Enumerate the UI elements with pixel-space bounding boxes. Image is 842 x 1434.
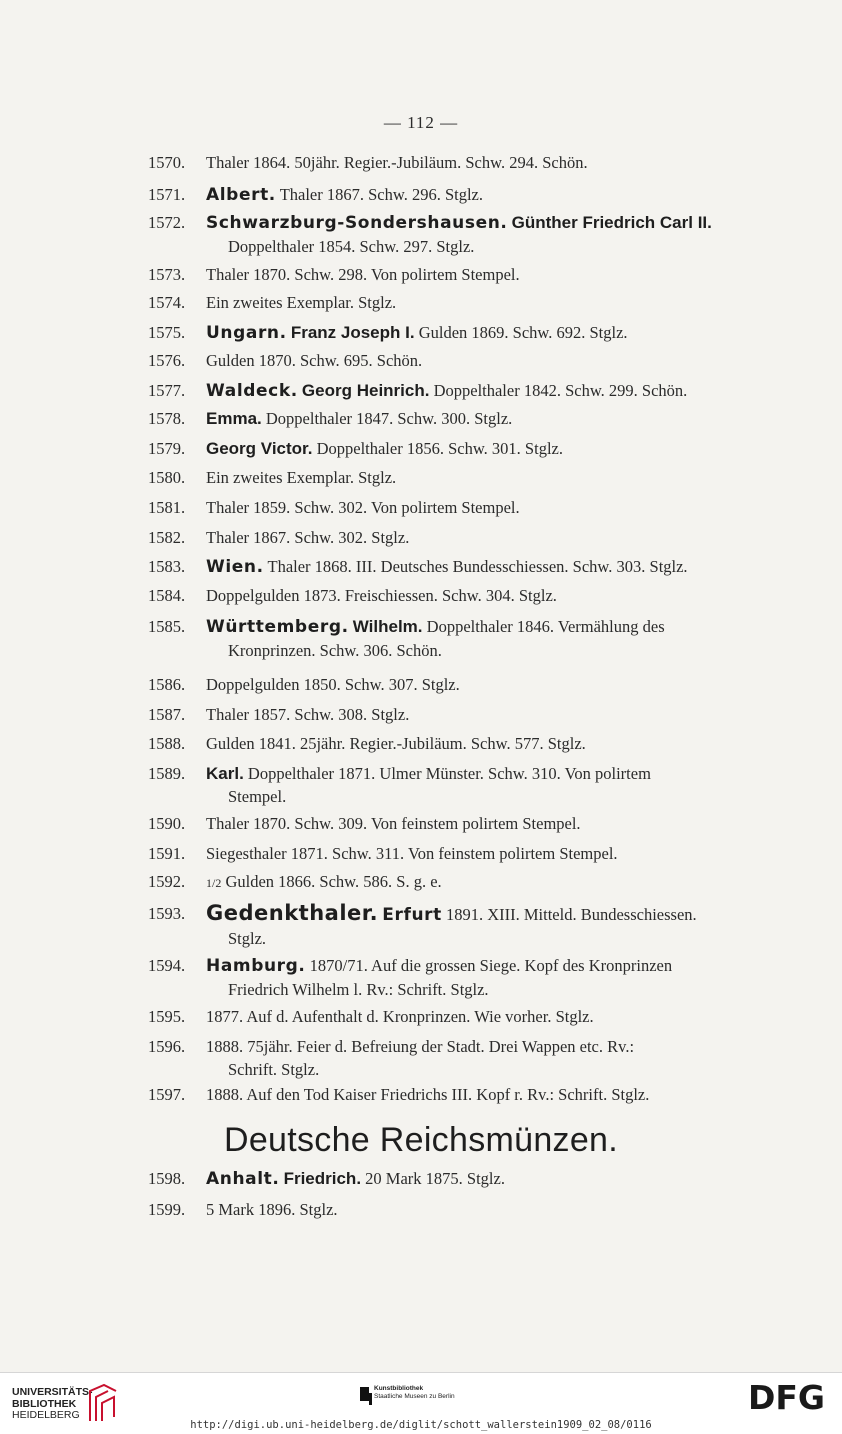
- entry-body: 1888. Auf den Tod Kaiser Friedrichs III. Kopf r. Rv.: Schrift. Stglz.: [206, 1085, 650, 1104]
- entry-number: 1577.: [148, 381, 186, 400]
- entry-body: Thaler 1867. Schw. 296. Stglz.: [279, 185, 484, 204]
- entry-text: [206, 407, 778, 430]
- entry-text: [206, 526, 778, 549]
- entry-continuation: Stempel.: [228, 787, 287, 806]
- entry-text: [206, 555, 778, 579]
- entry-number: 1585.: [148, 617, 186, 636]
- entry-body: Thaler 1870. Schw. 298. Von polirtem Stempel.: [206, 265, 520, 284]
- entry-subheading: Franz Joseph I.: [290, 323, 415, 342]
- entry-body: Siegesthaler 1871. Schw. 311. Von feinstem polirtem Stempel.: [206, 844, 618, 863]
- entry-number: 1584.: [148, 586, 186, 605]
- entry-heading: Anhalt.: [206, 1169, 280, 1189]
- entry-body: Thaler 1864. 50jähr. Regier.-Jubiläum. Schw. 294. Schön.: [206, 153, 588, 172]
- entry-text: [206, 615, 778, 662]
- entry-text: [206, 496, 778, 519]
- catalog-entry: [148, 615, 778, 662]
- catalog-entry: [148, 812, 778, 835]
- entry-text: [206, 762, 778, 808]
- entry-body: 1888. 75jähr. Feier d. Befreiung der Stadt. Drei Wappen etc. Rv.:: [206, 1037, 635, 1056]
- entry-number: 1599.: [148, 1200, 186, 1219]
- entry-text: [206, 211, 778, 258]
- entry-heading: Albert.: [206, 185, 276, 205]
- entry-body: Gulden 1870. Schw. 695. Schön.: [206, 351, 423, 370]
- entry-text: [206, 703, 778, 726]
- entry-number: 1574.: [148, 293, 186, 312]
- catalog-entry: [148, 437, 778, 460]
- entry-number: 1575.: [148, 323, 186, 342]
- entry-text: [206, 151, 778, 174]
- catalog-entry: [148, 321, 778, 345]
- catalog-entry: [148, 732, 778, 755]
- entry-text: [206, 466, 778, 489]
- source-url[interactable]: http://digi.ub.uni-heidelberg.de/diglit/schott_wallerstein1909_02_08/0116: [190, 1419, 652, 1431]
- catalog-entry: [148, 842, 778, 865]
- entry-continuation: Stglz.: [228, 929, 267, 948]
- entry-subheading: Friedrich.: [283, 1169, 362, 1188]
- catalog-entry: [148, 211, 778, 258]
- entry-number: 1589.: [148, 764, 186, 783]
- logo-line: UNIVERSITÄTS-: [12, 1386, 93, 1398]
- entry-continuation: Schrift. Stglz.: [228, 1060, 320, 1079]
- catalog-entry: [148, 349, 778, 372]
- entry-text: [206, 183, 778, 207]
- entry-heading: Hamburg.: [206, 956, 306, 976]
- entry-text: [206, 349, 778, 372]
- entry-body: Doppelgulden 1873. Freischiessen. Schw. 304. Stglz.: [206, 586, 557, 605]
- entry-number: 1580.: [148, 468, 186, 487]
- entry-body: Doppelgulden 1850. Schw. 307. Stglz.: [206, 675, 460, 694]
- entry-body: Doppelthaler 1871. Ulmer Münster. Schw. 310. Von polirtem: [247, 764, 651, 783]
- entry-number: 1588.: [148, 734, 186, 753]
- entry-number: 1578.: [148, 409, 186, 428]
- entry-text: [206, 1083, 778, 1106]
- entry-text: [206, 673, 778, 696]
- entry-heading: Wien.: [206, 557, 264, 577]
- entry-heading: Württemberg.: [206, 617, 349, 637]
- entry-number: 1597.: [148, 1085, 186, 1104]
- entry-body: Doppelthaler 1847. Schw. 300. Stglz.: [265, 409, 513, 428]
- entry-category-heading: Gedenkthaler.: [206, 901, 379, 925]
- catalog-entry: [148, 466, 778, 489]
- entry-continuation: Kronprinzen. Schw. 306. Schön.: [228, 641, 442, 660]
- entry-heading: Ungarn.: [206, 323, 287, 343]
- entry-subheading: Georg Heinrich.: [301, 381, 430, 400]
- entry-number: 1573.: [148, 265, 186, 284]
- catalog-entry: [148, 1198, 778, 1221]
- catalog-entry: [148, 183, 778, 207]
- entry-number: 1579.: [148, 439, 186, 458]
- entry-body: 1877. Auf d. Aufenthalt d. Kronprinzen. Wie vorher. Stglz.: [206, 1007, 594, 1026]
- entry-number: 1586.: [148, 675, 186, 694]
- entry-number: 1570.: [148, 153, 186, 172]
- entry-number: 1572.: [148, 213, 186, 232]
- entry-text: [206, 1198, 778, 1221]
- kb-line: Kunstbibliothek: [374, 1385, 424, 1392]
- entry-heading: Waldeck.: [206, 381, 298, 401]
- entry-subheading: Georg Victor.: [206, 439, 313, 458]
- entry-number: 1594.: [148, 956, 186, 975]
- entry-text: [206, 584, 778, 607]
- entry-number: 1593.: [148, 904, 186, 923]
- catalog-entry: [148, 526, 778, 549]
- entry-heading: Schwarzburg-Sondershausen.: [206, 213, 508, 233]
- entry-text: [206, 954, 778, 1001]
- entry-number: 1583.: [148, 557, 186, 576]
- catalog-entry: [148, 703, 778, 726]
- catalog-entry: [148, 496, 778, 519]
- logo-line: BIBLIOTHEK: [12, 1397, 77, 1410]
- entry-fraction: 1/2: [206, 876, 222, 890]
- entry-number: 1571.: [148, 185, 186, 204]
- entry-subheading: Karl.: [206, 764, 244, 783]
- kunstbibliothek-logo[interactable]: [374, 1385, 455, 1401]
- entry-body: Doppelthaler 1842. Schw. 299. Schön.: [433, 381, 688, 400]
- entry-number: 1590.: [148, 814, 186, 833]
- catalog-entry: [148, 291, 778, 314]
- entry-body: Thaler 1867. Schw. 302. Stglz.: [206, 528, 410, 547]
- entry-text: [206, 379, 778, 403]
- university-library-logo[interactable]: [12, 1387, 93, 1422]
- catalog-entry: [148, 379, 778, 403]
- entry-body: 1870/71. Auf die grossen Siege. Kopf des Kronprinzen: [309, 956, 673, 975]
- entry-number: 1582.: [148, 528, 186, 547]
- catalog-entry: [148, 151, 778, 174]
- entry-number: 1591.: [148, 844, 186, 863]
- catalog-entry: [148, 954, 778, 1001]
- entry-number: 1592.: [148, 872, 186, 891]
- catalog-entry: [148, 1035, 778, 1081]
- entry-heading: Erfurt: [382, 905, 442, 925]
- entry-body: Thaler 1868. III. Deutsches Bundesschiessen. Schw. 303. Stglz.: [267, 557, 688, 576]
- catalog-entry: [148, 263, 778, 286]
- section-heading: Deutsche Reichsmünzen.: [223, 1121, 618, 1159]
- entry-text: [206, 437, 778, 460]
- entry-subheading: Emma.: [206, 409, 262, 428]
- entry-text: [206, 732, 778, 755]
- entry-text: [206, 1005, 778, 1028]
- catalog-entry: [148, 870, 778, 895]
- entry-text: [206, 1035, 778, 1081]
- entry-number: 1596.: [148, 1037, 186, 1056]
- catalog-entry: [148, 1005, 778, 1028]
- entry-body: Gulden 1869. Schw. 692. Stglz.: [418, 323, 628, 342]
- catalog-entry: [148, 555, 778, 579]
- entry-number: 1595.: [148, 1007, 186, 1026]
- catalog-entry: [148, 407, 778, 430]
- logo-line: HEIDELBERG: [12, 1409, 80, 1421]
- dfg-text: DFG: [748, 1379, 826, 1413]
- entry-body: Ein zweites Exemplar. Stglz.: [206, 293, 397, 312]
- entry-number: 1587.: [148, 705, 186, 724]
- entry-text: [206, 291, 778, 314]
- entry-subheading: Günther Friedrich Carl II.: [511, 213, 712, 232]
- entry-body: Doppelthaler 1856. Schw. 301. Stglz.: [316, 439, 563, 458]
- entry-body: 20 Mark 1875. Stglz.: [365, 1169, 505, 1188]
- entry-body: Thaler 1857. Schw. 308. Stglz.: [206, 705, 410, 724]
- entry-subheading: Wilhelm.: [352, 617, 423, 636]
- kb-line: Staatliche Museen zu Berlin: [374, 1393, 455, 1400]
- entry-body: Thaler 1859. Schw. 302. Von polirtem Stempel.: [206, 498, 520, 517]
- entry-continuation: Friedrich Wilhelm l. Rv.: Schrift. Stglz.: [228, 980, 489, 999]
- entry-body: Doppelthaler 1846. Vermählung des: [426, 617, 665, 636]
- catalog-entry: [148, 1083, 778, 1106]
- entry-text: [206, 842, 778, 865]
- entry-number: 1598.: [148, 1169, 186, 1188]
- catalog-entry: [148, 762, 778, 808]
- entry-text: [206, 1167, 778, 1191]
- entry-text: [206, 263, 778, 286]
- entry-number: 1576.: [148, 351, 186, 370]
- entry-text: [206, 870, 778, 895]
- entry-continuation: Doppelthaler 1854. Schw. 297. Stglz.: [228, 237, 475, 256]
- entry-body: 1891. XIII. Mitteld. Bundesschiessen.: [445, 905, 697, 924]
- kunstbibliothek-mark-icon: [360, 1387, 372, 1405]
- entry-body: Gulden 1866. Schw. 586. S. g. e.: [225, 872, 442, 891]
- entry-text: [206, 902, 778, 950]
- entry-body: 5 Mark 1896. Stglz.: [206, 1200, 338, 1219]
- dfg-logo[interactable]: [748, 1379, 832, 1413]
- page-number: — 112 —: [383, 113, 459, 132]
- entry-text: [206, 321, 778, 345]
- catalog-entry: [148, 902, 778, 950]
- catalog-entry: [148, 1167, 778, 1191]
- entry-body: Ein zweites Exemplar. Stglz.: [206, 468, 397, 487]
- entry-number: 1581.: [148, 498, 186, 517]
- entry-text: [206, 812, 778, 835]
- catalog-entry: [148, 673, 778, 696]
- entry-body: Thaler 1870. Schw. 309. Von feinstem polirtem Stempel.: [206, 814, 581, 833]
- entry-body: Gulden 1841. 25jähr. Regier.-Jubiläum. Schw. 577. Stglz.: [206, 734, 586, 753]
- catalog-entry: [148, 584, 778, 607]
